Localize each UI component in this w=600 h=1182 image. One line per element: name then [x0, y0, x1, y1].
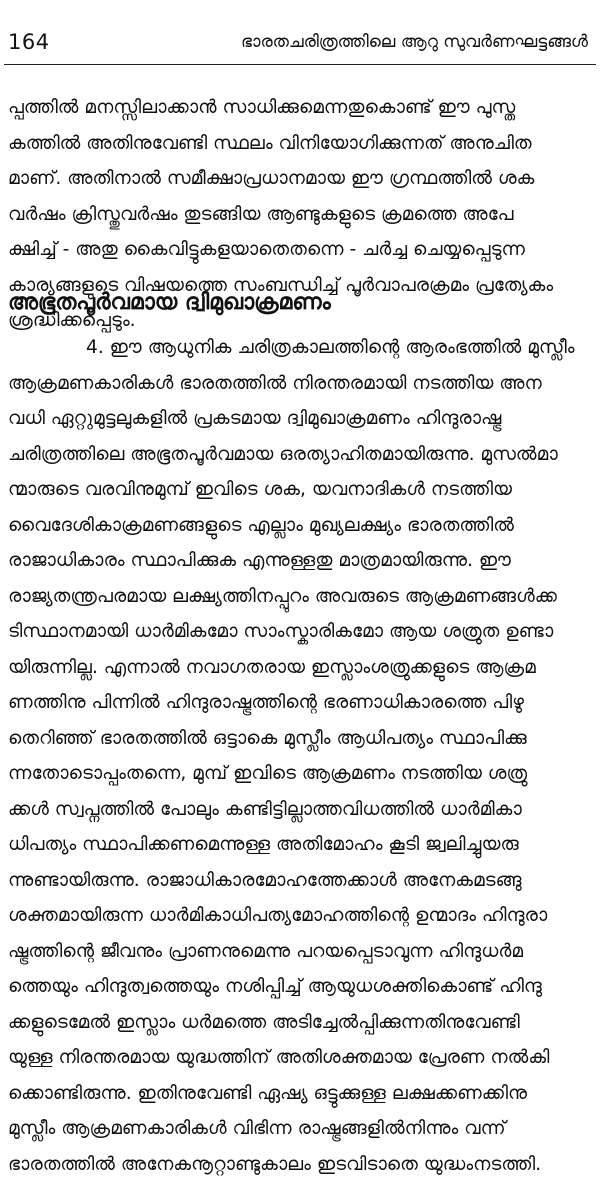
- header-rule: [4, 64, 596, 65]
- text-line: ഷ്ട്രത്തിന്റെ ജീവനും പ്രാണനുമെന്നു പറയപ്പെടാവുന്ന ഹിന്ദുധർമ: [8, 934, 592, 970]
- text-line: ടിസ്ഥാനമായി ധാർമികമോ സാംസ്കാരികമോ ആയ ശത്രുത ഉണ്ടാ: [8, 614, 592, 650]
- text-line: രാജാധികാരം സ്ഥാപിക്കുക എന്നുള്ളതു മാത്രമായിരുന്നു. ഈ: [8, 543, 592, 579]
- text-line: ശ്രദ്ധിക്കപ്പെടും.: [8, 303, 592, 339]
- text-line: ത്തെയും ഹിന്ദുത്വത്തെയും നശിപ്പിച്ച് ആയുധശക്തികൊണ്ട് ഹിന്ദു: [8, 969, 592, 1005]
- text-line: ക്കൊണ്ടിരുന്നു. ഇതിനുവേണ്ടി ഏഷ്യ ഒട്ടുക്കുള്ള ലക്ഷക്കണക്കിനു: [8, 1076, 592, 1112]
- text-line: ശക്തമായിരുന്ന ധാർമികാധിപത്യമോഹത്തിന്റെ ഉന്മാദം ഹിന്ദുരാ: [8, 898, 592, 934]
- text-line: രാജ്യതന്ത്രപരമായ ലക്ഷ്യത്തിനപ്പുറം അവരുടെ ആക്രമണങ്ങൾക്ക: [8, 579, 592, 615]
- paragraph-2: [8, 330, 592, 1182]
- text-line: ക്കൾ സ്വപ്നത്തിൽ പോലും കണ്ടിട്ടില്ലാത്തവിധത്തിൽ ധാർമികാ: [8, 792, 592, 828]
- section-heading: അഭൂതപൂർവമായ ദ്വിമുഖാക്രമണം: [8, 290, 331, 315]
- text-line-first: 4. ഈ ആധുനിക ചരിത്രകാലത്തിന്റെ ആരംഭത്തിൽ മുസ്ലീം: [8, 330, 592, 366]
- text-line: ണത്തിനു പിന്നിൽ ഹിന്ദുരാഷ്ട്രത്തിന്റെ ഭരണാധികാരത്തെ പിഴു: [8, 685, 592, 721]
- running-title: ഭാരതചരിത്രത്തിലെ ആറു സുവർണഘട്ടങ്ങൾ: [241, 32, 588, 52]
- text-line: യിരുന്നില്ല. എന്നാൽ നവാഗതരായ ഇസ്ലാംശത്രുക്കളുടെ ആക്രമ: [8, 650, 592, 686]
- text-line: മുസ്ലീം ആക്രമണകാരികൾ വിഭിന്ന രാഷ്ട്രങ്ങളിൽനിന്നും വന്ന്: [8, 1111, 592, 1147]
- text-line: മാണ്. അതിനാൽ സമീക്ഷാപ്രധാനമായ ഈ ഗ്രന്ഥത്തിൽ ശക: [8, 161, 592, 197]
- text-line: കത്തിൽ അതിനുവേണ്ടി സ്ഥലം വിനിയോഗിക്കുന്നത് അനുചിത: [8, 126, 592, 162]
- text-line: ന്നതോടൊപ്പംതന്നെ, മുമ്പ് ഇവിടെ ആക്രമണം നടത്തിയ ശത്രു: [8, 756, 592, 792]
- text-line: പ്പത്തിൽ മനസ്സിലാക്കാൻ സാധിക്കുമെന്നതുകൊണ്ട് ഈ പുസ്ത: [8, 90, 592, 126]
- text-line: ധിപത്യം സ്ഥാപിക്കണമെന്നുള്ള അതിമോഹം കൂടി ജ്വലിച്ചുയരു: [8, 827, 592, 863]
- page-header: [0, 28, 600, 58]
- text-line: വധി ഏറ്റുമുട്ടലുകളിൽ പ്രകടമായ ദ്വിമുഖാക്രമണം ഹിന്ദുരാഷ്ട്ര: [8, 401, 592, 437]
- text-line: ക്കളുടെമേൽ ഇസ്ലാം ധർമത്തെ അടിച്ചേൽപ്പിക്കുന്നതിനുവേണ്ടി: [8, 1005, 592, 1041]
- text-line: ചരിത്രത്തിലെ അഭൂതപൂർവമായ ഒരത്യാഹിതമായിരുന്നു. മുസൽമാ: [8, 437, 592, 473]
- text-line: യുള്ള നിരന്തരമായ യുദ്ധത്തിന് അതിശക്തമായ പ്രേരണ നൽകി: [8, 1040, 592, 1076]
- text-line: വർഷം ക്രിസ്തുവർഷം തുടങ്ങിയ ആണ്ടുകളുടെ ക്രമത്തെ അപേ: [8, 197, 592, 233]
- text-line: വൈദേശികാക്രമണങ്ങളുടെ എല്ലാം മുഖ്യലക്ഷ്യം ഭാരതത്തിൽ: [8, 508, 592, 544]
- text-line: ഭാരതത്തിൽ അനേകനൂറ്റാണ്ടുകാലം ഇടവിടാതെ യുദ്ധംനടത്തി.: [8, 1147, 592, 1182]
- page-number: 164: [8, 30, 50, 54]
- text-line: ആക്രമണകാരികൾ ഭാരതത്തിൽ നിരന്തരമായി നടത്തിയ അന: [8, 366, 592, 402]
- text-line: ന്നുണ്ടായിരുന്നു. രാജാധികാരമോഹത്തേക്കാൾ അനേകമടങ്ങു: [8, 863, 592, 899]
- text-line: ക്ഷിച്ച് - അതു കൈവിട്ടുകളയാതെതന്നെ - ചർച്ച ചെയ്യപ്പെടുന്ന: [8, 232, 592, 268]
- text-line: കാര്യങ്ങളുടെ വിഷയത്തെ സംബന്ധിച്ച് പൂർവാപരക്രമം പ്രത്യേകം: [8, 268, 592, 304]
- text-line: ന്മാരുടെ വരവിനുമുമ്പ് ഇവിടെ ശക, യവനാദികൾ നടത്തിയ: [8, 472, 592, 508]
- text-line: തെറിഞ്ഞ് ഭാരതത്തിൽ ഒട്ടാകെ മുസ്ലീം ആധിപത്യം സ്ഥാപിക്കു: [8, 721, 592, 757]
